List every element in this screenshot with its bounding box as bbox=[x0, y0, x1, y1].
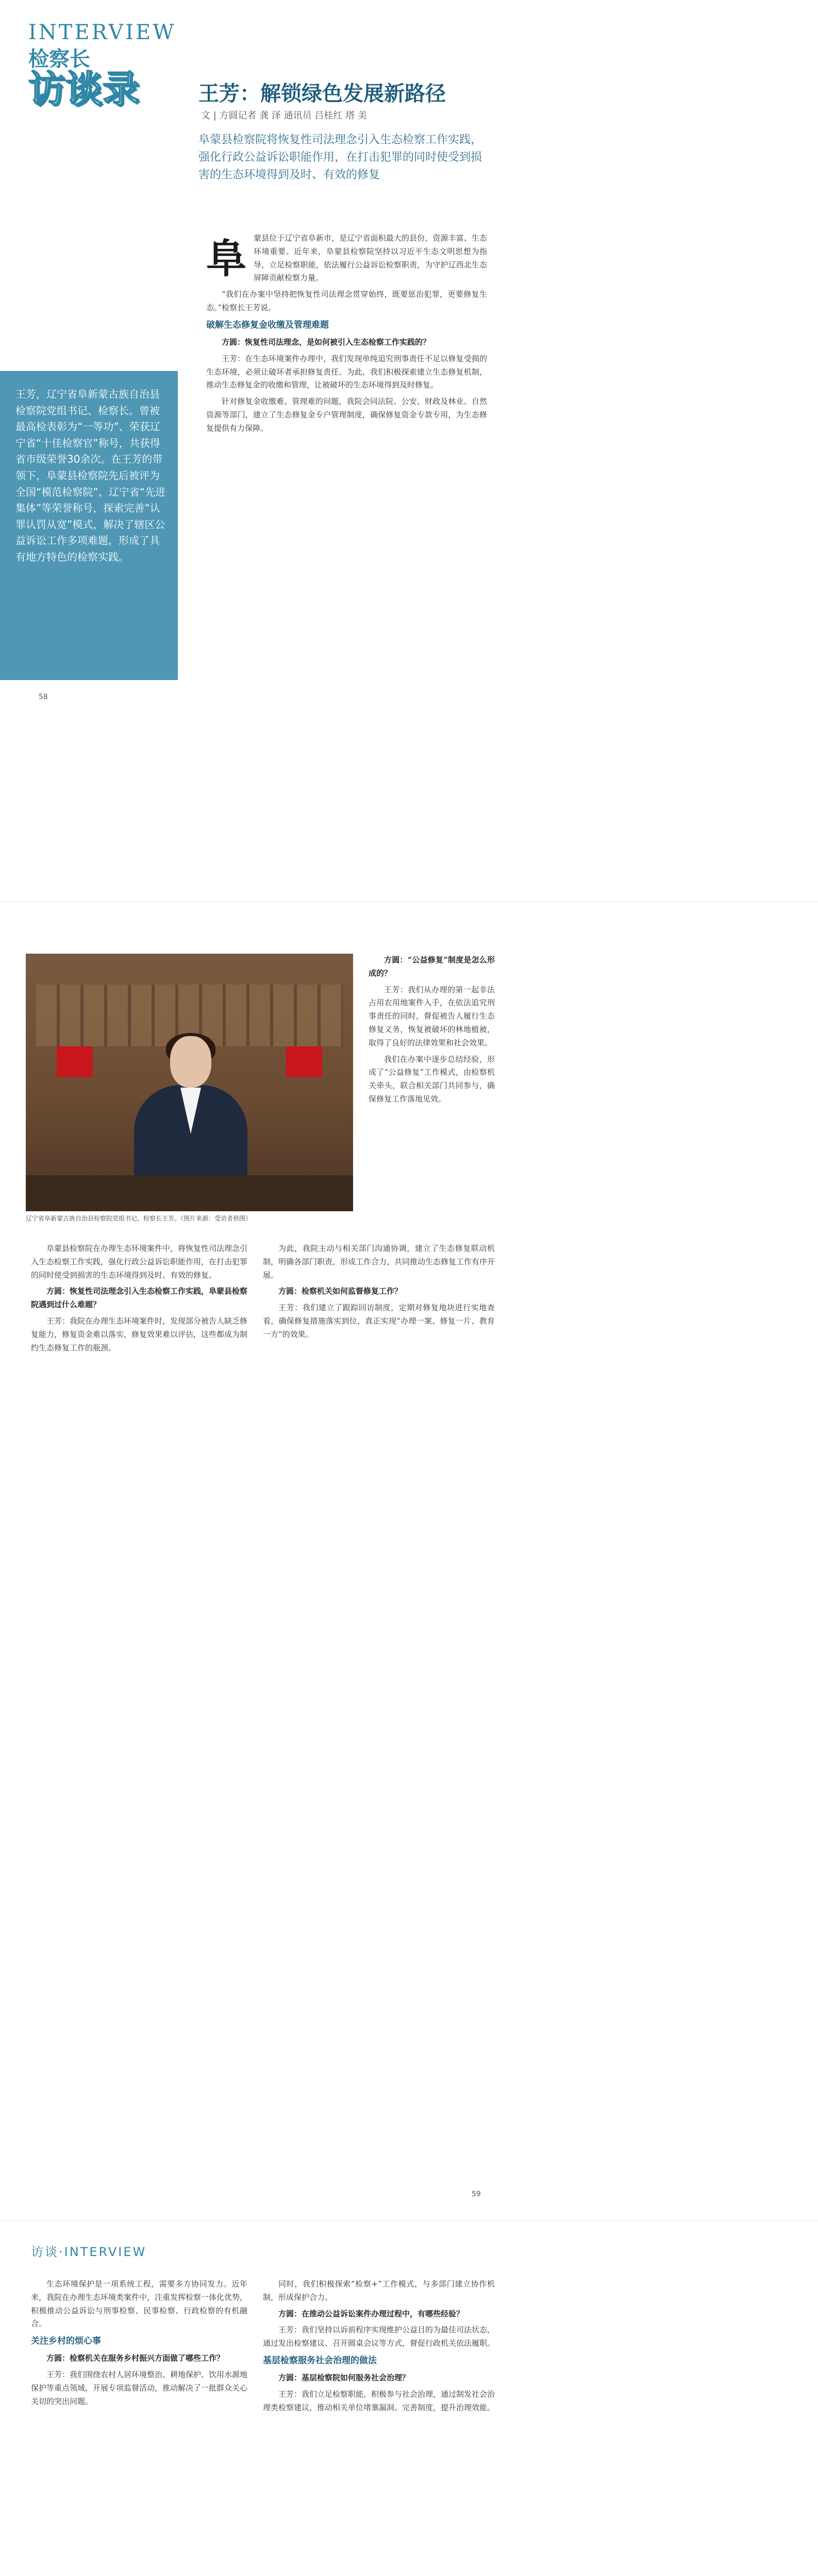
article-body bbox=[206, 232, 487, 438]
photo-caption: 辽宁省阜新蒙古族自治县检察院党组书记、检察长王芳。（图片来源：受访者供图） bbox=[26, 1215, 252, 1222]
desk-graphic bbox=[26, 1175, 353, 1211]
paragraph: 针对修复金收缴难、管理难的问题，我院会同法院、公安、财政及林业、自然资源等部门，建立了生态修复金专户管理制度，确保修复资金专款专用，为生态修复提供有力保障。 bbox=[206, 397, 487, 433]
article-title: 王芳：解锁绿色发展新路径 bbox=[198, 82, 446, 106]
question: 方圆：检察机关在服务乡村振兴方面做了哪些工作？ bbox=[46, 2353, 225, 2363]
page-58 bbox=[0, 0, 818, 902]
page-number: 58 bbox=[39, 693, 48, 701]
section-heading: 基层检察服务社会治理的做法 bbox=[263, 2355, 377, 2366]
article-byline: 文 | 方圆记者 龚 泽 通讯员 吕桂红 塔 美 bbox=[201, 110, 367, 121]
dropcap: 阜 bbox=[206, 236, 247, 282]
right-column bbox=[263, 2278, 495, 2418]
profile-text: 王芳，辽宁省阜新蒙古族自治县检察院党组书记、检察长。曾被最高检表彰为“一等功”、荣获辽宁省“十佳检察官”称号，共获得省市级荣誉30余次。在王芳的带领下，阜蒙县检察院先后被评为全国“模范检察院”、辽宁省“先进集体”等荣誉称号，探索完善“认罪认罚从宽”模式，解决了辖区公益诉讼工作多项难题，形成了具有地方特色的检察实践。 bbox=[15, 388, 166, 563]
paragraph: “我们在办案中坚持把恢复性司法理念贯穿始终，既要惩治犯罪，更要修复生态。”检察长王芳说。 bbox=[206, 290, 487, 312]
page-60 bbox=[0, 2221, 818, 2576]
page-number: 59 bbox=[472, 2190, 481, 2198]
flag-graphic bbox=[286, 1046, 322, 1077]
answer: 王芳：在生态环境案件办理中，我们发现单纯追究刑事责任不足以修复受损的生态环境，必须让破坏者承担修复责任。为此，我们积极探索建立生态修复机制，推动生态修复金的收缴和管理，让被破坏的生态环境得到及时修复。 bbox=[206, 353, 487, 390]
column-title-line2: 访谈录 bbox=[28, 67, 140, 111]
portrait-photo bbox=[26, 954, 353, 1211]
question: 方圆：“公益修复”制度是怎么形成的？ bbox=[369, 955, 495, 978]
question: 方圆：恢复性司法理念引入生态检察工作实践，阜蒙县检察院遇到过什么难题？ bbox=[31, 1286, 248, 1310]
right-column bbox=[369, 954, 495, 1109]
question: 方圆：检察机关如何监督修复工作？ bbox=[278, 1286, 403, 1296]
paragraph: 阜蒙县检察院在办理生态环境案件中，将恢复性司法理念引入生态检察工作实践，强化行政公益诉讼职能作用，在打击犯罪的同时使受到损害的生态环境得到及时、有效的修复。 bbox=[31, 1244, 248, 1280]
interview-label: INTERVIEW bbox=[28, 21, 176, 44]
paragraph: 我们在办案中逐步总结经验，形成了“公益修复”工作模式，由检察机关牵头，联合相关部门共同参与，确保修复工作落地见效。 bbox=[369, 1054, 495, 1104]
answer: 王芳：我们坚持以诉前程序实现维护公益目的为最佳司法状态，通过发出检察建议、召开圆桌会议等方式，督促行政机关依法履职。 bbox=[263, 2325, 495, 2348]
article-lead: 阜蒙县检察院将恢复性司法理念引入生态检察工作实践，强化行政公益诉讼职能作用，在打击犯罪的同时使受到损害的生态环境得到及时、有效的修复 bbox=[198, 133, 482, 182]
paragraph: 同时，我们积极探索“检察+”工作模式，与多部门建立协作机制，形成保护合力。 bbox=[263, 2279, 495, 2302]
column-title bbox=[28, 48, 178, 109]
column-banner bbox=[28, 21, 178, 109]
answer: 王芳：我们从办理的第一起非法占用农用地案件入手，在依法追究刑事责任的同时，督促被告人履行生态修复义务，恢复被破坏的林地植被，取得了良好的法律效果和社会效果。 bbox=[369, 985, 495, 1047]
question: 方圆：基层检察院如何服务社会治理？ bbox=[278, 2373, 410, 2383]
answer: 王芳：我们立足检察职能，积极参与社会治理，通过制发社会治理类检察建议，推动相关单位堵塞漏洞、完善制度，提升治理效能。 bbox=[263, 2389, 495, 2412]
answer: 王芳：我院在办理生态环境案件时，发现部分被告人缺乏修复能力，修复资金难以落实，修复效果难以评估，这些都成为制约生态修复工作的瓶颈。 bbox=[31, 1316, 248, 1352]
lower-left-column bbox=[31, 1242, 247, 1358]
flag-graphic bbox=[57, 1046, 93, 1077]
page-59 bbox=[0, 902, 818, 2221]
paragraph-intro: 蒙县位于辽宁省阜新市，是辽宁省面积最大的县份，资源丰富、生态环境重要。近年来，阜蒙县检察院坚持以习近平生态文明思想为指导，立足检察职能，依法履行公益诉讼检察职责，为守护辽西北生态屏障贡献检察力量。 bbox=[254, 233, 487, 283]
profile-box bbox=[0, 371, 178, 680]
answer: 王芳：我们建立了跟踪回访制度，定期对修复地块进行实地查看，确保修复措施落实到位，真正实现“办理一案、修复一片、教育一方”的效果。 bbox=[263, 1303, 495, 1339]
answer: 王芳：我们围绕农村人居环境整治、耕地保护、饮用水源地保护等重点领域，开展专项监督活动，推动解决了一批群众关心关切的突出问题。 bbox=[31, 2370, 248, 2406]
question: 方圆：恢复性司法理念，是如何被引入生态检察工作实践的？ bbox=[222, 337, 431, 347]
column-title-line1: 检察长 bbox=[28, 47, 90, 71]
section-heading: 破解生态修复金收缴及管理难题 bbox=[206, 319, 329, 330]
paragraph: 为此，我院主动与相关部门沟通协调，建立了生态修复联动机制，明确各部门职责，形成工作合力，共同推动生态修复工作有序开展。 bbox=[263, 1244, 495, 1280]
lower-right-column bbox=[263, 1242, 495, 1345]
left-column bbox=[31, 2278, 247, 2412]
paragraph: 生态环境保护是一项系统工程，需要多方协同发力。近年来，我院在办理生态环境类案件中，注重发挥检察一体化优势，积极推动公益诉讼与刑事检察、民事检察、行政检察的有机融合。 bbox=[31, 2279, 248, 2329]
section-label: 访谈·INTERVIEW bbox=[31, 2245, 147, 2259]
section-heading: 关注乡村的烦心事 bbox=[31, 2336, 101, 2347]
question: 方圆：在推动公益诉讼案件办理过程中，有哪些经验？ bbox=[278, 2309, 464, 2318]
